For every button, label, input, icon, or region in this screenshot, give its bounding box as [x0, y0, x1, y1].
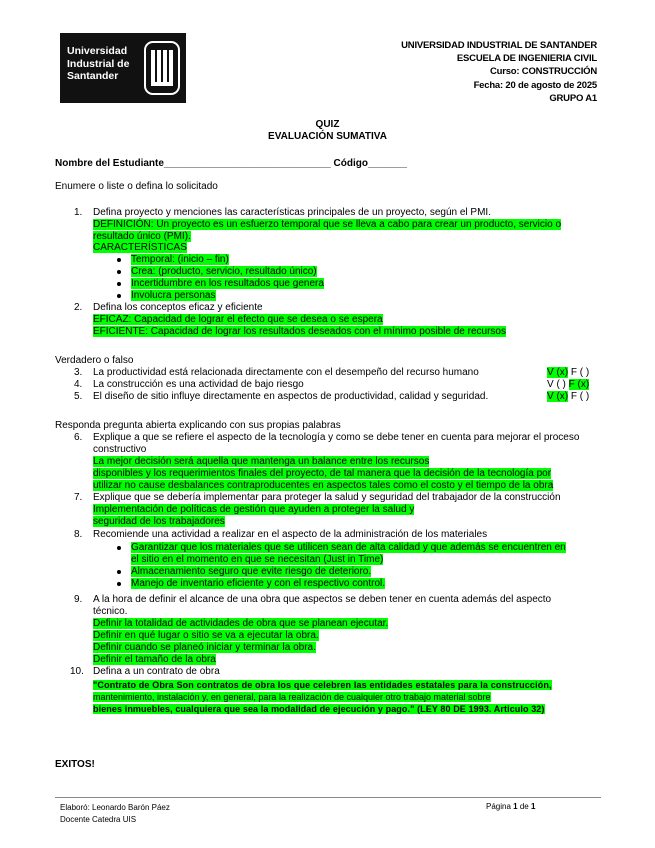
q8-bullet-1-line-1: Garantizar que los materiales que se utilicen sean de alta calidad y que además se encuentren en — [131, 542, 566, 553]
q8-number: 8. — [74, 529, 83, 540]
q1-question: Defina proyecto y menciones las características principales de un proyecto, según el PMI. — [93, 207, 491, 218]
page-current: 1 — [513, 802, 518, 811]
q6-question-line-2: constructivo — [93, 444, 147, 455]
university-name: UNIVERSIDAD INDUSTRIAL DE SANTANDER — [401, 40, 597, 51]
footer-role: Docente Catedra UIS — [60, 815, 137, 824]
quiz-date: Fecha: 20 de agosto de 2025 — [473, 79, 597, 91]
q3-statement: La productividad está relacionada directamente con el desempeño del recurso humano — [93, 367, 479, 378]
q7-answer-line-2: seguridad de los trabajadores — [93, 516, 225, 527]
bullet-icon — [117, 258, 121, 262]
q7-answer-line-1: Implementación de políticas de gestión que ayuden a proteger la salud y — [93, 504, 415, 515]
q1-definition-line-2: resultado único (PMI). — [93, 231, 191, 242]
q5-statement: El diseño de sitio influye directamente en aspectos de productividad, calidad y seguridad. — [93, 391, 489, 402]
closing-text: EXITOS! — [55, 759, 95, 770]
logo-line-2: Industrial de — [67, 57, 130, 70]
q7-number: 7. — [74, 492, 83, 503]
q2-number: 2. — [74, 302, 83, 313]
page-label: Página — [486, 802, 511, 811]
q8-bullet-3: Manejo de inventario eficiente y con el respectivo control. — [131, 578, 386, 589]
q2-eficaz: EFICAZ: Capacidad de lograr el efecto que se desea o se espera — [93, 314, 383, 325]
student-name-line: Nombre del Estudiante______________________________ Código_______ — [55, 158, 407, 169]
institution-header — [401, 39, 597, 105]
q1-bullet-3: Incertidumbre en los resultados que genera — [131, 278, 324, 289]
q4-false-option[interactable]: F (x) — [568, 379, 590, 390]
q8-bullet-1-line-2: el sitio en el momento en que se necesitan (Just in Time) — [131, 554, 384, 565]
q1-characteristics-heading: CARACTERÍSTICAS — [93, 242, 187, 253]
q10-number: 10. — [70, 666, 84, 677]
q1-bullet-2: Crea: (producto, servicio, resultado único) — [131, 266, 317, 277]
q10-question: Defina a un contrato de obra — [93, 666, 220, 677]
q9-number: 9. — [74, 594, 83, 605]
q5-true-option[interactable]: V (x) — [547, 391, 569, 402]
school-name: ESCUELA DE INGENIERIA CIVIL — [456, 53, 597, 65]
footer-page-number — [486, 801, 535, 813]
bullet-icon — [117, 570, 121, 574]
q9-question-line-1: A la hora de definir el alcance de una obra que aspectos se deben tener en cuenta además del aspecto — [93, 594, 552, 605]
section-3-heading: Responda pregunta abierta explicando con sus propias palabras — [55, 420, 341, 431]
footer-author: Elaboró: Leonardo Barón Páez — [60, 803, 170, 812]
bullet-icon — [117, 270, 121, 274]
q8-question: Recomiende una actividad a realizar en el aspecto de la administración de los materiales — [93, 529, 488, 540]
q2-question: Defina los conceptos eficaz y eficiente — [93, 302, 263, 313]
logo-text — [67, 45, 129, 83]
logo-line-3: Santander — [67, 70, 119, 82]
q5-number: 5. — [74, 391, 83, 402]
university-logo — [60, 33, 186, 103]
page-of: de — [519, 802, 529, 811]
bullet-icon — [117, 546, 121, 550]
page-total: 1 — [530, 802, 536, 811]
quiz-title: QUIZ — [315, 119, 340, 130]
bullet-icon — [117, 294, 121, 298]
q8-bullet-2: Almacenamiento seguro que evite riesgo de deterioro. — [131, 566, 372, 577]
section-2-heading: Verdadero o falso — [55, 355, 134, 366]
q7-question: Explique que se debería implementar para proteger la salud y seguridad del trabajador de la construcción — [93, 492, 561, 503]
bullet-icon — [117, 582, 121, 586]
q4-number: 4. — [74, 379, 83, 390]
bullet-icon — [117, 282, 121, 286]
q3-true-option[interactable]: V (x) — [547, 367, 569, 378]
course-name: Curso: CONSTRUCCIÓN — [489, 66, 597, 78]
q1-number: 1. — [74, 207, 83, 218]
group-name: GRUPO A1 — [549, 92, 597, 104]
q10-answer-line-3: bienes inmuebles, cualquiera que sea la modalidad de ejecución y pago." (LEY 80 DE 1993. Articulo 32) — [93, 704, 545, 714]
q2-eficiente: EFICIENTE: Capacidad de lograr los resultados deseados con el mínimo posible de recursos — [93, 326, 506, 337]
q5-false-option[interactable]: F ( ) — [570, 391, 590, 402]
footer-divider — [55, 797, 601, 798]
uis-emblem-icon — [144, 41, 180, 95]
logo-line-1: Universidad — [67, 45, 128, 57]
q1-definition-line-1: DEFINICIÓN: Un proyecto es un esfuerzo temporal que se lleva a cabo para crear un producto, servicio o — [93, 219, 562, 230]
q9-answer-1: Definir la totalidad de actividades de obra que se planean ejecutar. — [93, 618, 389, 629]
q3-false-option[interactable]: F ( ) — [570, 367, 590, 378]
q6-number: 6. — [74, 432, 83, 443]
q9-answer-3: Definir cuando se planeó iniciar y terminar la obra. — [93, 642, 316, 653]
q1-bullet-1: Temporal: (inicio – fin) — [131, 254, 229, 265]
q9-question-line-2: técnico. — [93, 606, 128, 617]
q1-bullet-4: Involucra personas — [131, 290, 216, 301]
evaluation-title: EVALUACIÓN SUMATIVA — [268, 131, 387, 142]
q10-answer-line-1: "Contrato de Obra Son contratos de obra los que celebren las entidades estatales para la construcción, — [93, 680, 552, 690]
q4-true-option[interactable]: V ( ) — [547, 379, 566, 390]
q6-question-line-1: Explique a que se refiere el aspecto de la tecnología y como se debe tener en cuenta para mejorar el proceso — [93, 432, 580, 443]
q9-answer-4: Definir el tamaño de la obra — [93, 654, 216, 665]
q3-number: 3. — [74, 367, 83, 378]
q9-answer-2: Definir en qué lugar o sitio se va a ejecutar la obra. — [93, 630, 319, 641]
section-1-heading: Enumere o liste o defina lo solicitado — [55, 181, 218, 192]
q6-answer-line-3: utilizar no cause desbalances contraproducentes en aspectos tales como el costo y el tiempo de la obra — [93, 480, 554, 491]
q4-statement: La construcción es una actividad de bajo riesgo — [93, 379, 304, 390]
q6-answer-line-1: La mejor decisión será aquella que mantenga un balance entre los recursos — [93, 456, 430, 467]
q10-answer-line-2: mantenimiento, instalación y, en general, para la realización de cualquier otro trabajo material sobre — [93, 692, 491, 702]
q6-answer-line-2: disponibles y los requerimientos finales del proyecto, de tal manera que la decisión de la tecnología por — [93, 468, 552, 479]
